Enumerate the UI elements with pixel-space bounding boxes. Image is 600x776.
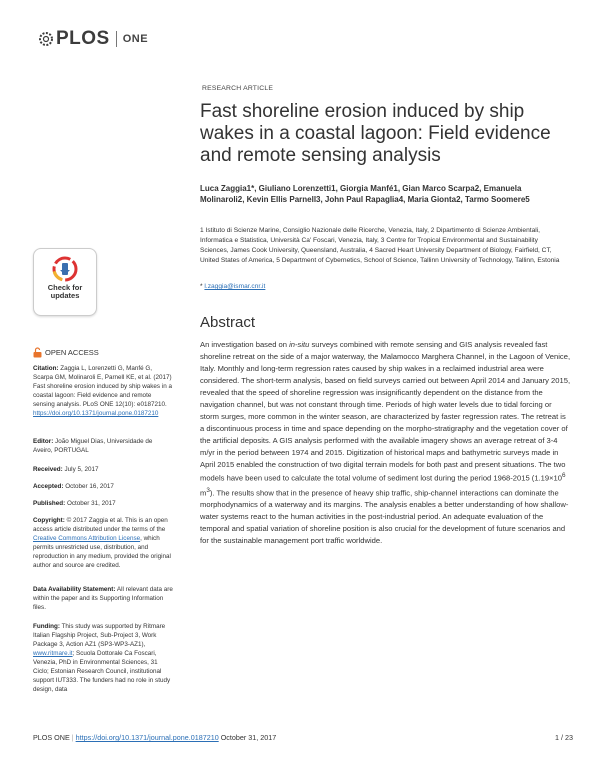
logo-text: PLOS bbox=[56, 28, 110, 49]
abstract-part3: m bbox=[200, 488, 207, 498]
crossmark-icon bbox=[52, 256, 78, 282]
journal-name: ONE bbox=[122, 33, 149, 45]
footer-journal: PLOS ONE bbox=[33, 733, 70, 742]
funding-pre: This study was supported by Ritmare Italian Flagship Project, Sub-Project 3, Work Package 3, Action AZ1 (SP3-WP3-AZ1), bbox=[33, 623, 166, 648]
funding-label: Funding: bbox=[33, 623, 60, 630]
abstract-part4: ). The results show that in the presence of heavy ship traffic, ship-channel interactions can dominate the morphodynamics of a waterway and its margins. The analysis enables a better understanding of how shallow-water systems react to the human activities in the post-industrial period. An adequate evaluation of the temporal and spatial variation of shoreline position is also crucial for the development of future scenarios and for the sustainable management port traffic worldwide. bbox=[200, 488, 569, 546]
copyright-post: , which permits unrestricted use, distribution, and reproduction in any medium, provided the original author and source are credited. bbox=[33, 535, 171, 569]
citation-text: Zaggia L, Lorenzetti G, Manfé G, Scarpa GM, Molinaroli E, Parnell KE, et al. (2017) Fast shoreline erosion induced by ship wakes in a coastal lagoon: Field evidence and remote sensing analysis. PLoS ONE 12(10): e0187210. bbox=[33, 365, 172, 408]
accepted-label: Accepted: bbox=[33, 483, 64, 490]
abstract-part2: surveys combined with remote sensing and GIS analysis revealed fast shoreline retreat on the side of a major waterway, the Malamocco Marghera Channel, in the Lagoon of Venice, Italy. Monthly and long-term regression rates caused by ship wakes in a reclaimed industrial area were considered. The short-term analysis, based on field surveys carried out between April 2014 and January 2015, revealed that the speed of shoreline regression was insignificantly dependent on the distance from the navigation channel, but was not constant through time. Periods of high water levels due to tidal forcing or storm surges, more common in the winter season, are characterized by faster regression rates. The retreat is a discontinuous process in time and space depending on the morpho-stratigraphy and the vegetation cover of the artificial deposits. A GIS analysis performed with the available imagery shows an average retreat of 3-4 m/yr in the period between 1974 and 2015. Digitization of historical maps and bathymetric surveys made in April 2015 enabled the construction of two digital terrain models for both past and present situations. The two models have been used to calculate the total volume of sediment lost during the period 1968-2015 (1.19×10 bbox=[200, 340, 571, 484]
page-footer bbox=[33, 733, 573, 742]
footer-page-number: 1 / 23 bbox=[555, 733, 573, 742]
copyright-label: Copyright: bbox=[33, 517, 65, 524]
editor-text: João Miguel Dias, Universidade de Aveiro, PORTUGAL bbox=[33, 438, 153, 454]
published-label: Published: bbox=[33, 500, 66, 507]
email-prefix: * bbox=[200, 283, 203, 290]
abstract-sup: 6 bbox=[562, 472, 566, 480]
published-block bbox=[33, 499, 173, 508]
article-title: Fast shoreline erosion induced by ship wakes in a coastal lagoon: Field evidence and remote sensing analysis bbox=[200, 101, 551, 166]
footer-doi-link[interactable]: https://doi.org/10.1371/journal.pone.0187210 bbox=[75, 733, 219, 742]
abstract-part1: An investigation based on bbox=[200, 340, 290, 349]
plos-dots-icon bbox=[36, 29, 56, 49]
article-type: RESEARCH ARTICLE bbox=[202, 85, 274, 92]
received-label: Received: bbox=[33, 466, 63, 473]
footer-date: October 31, 2017 bbox=[220, 733, 277, 742]
open-access-label bbox=[33, 347, 99, 358]
citation-label: Citation: bbox=[33, 365, 59, 372]
copyright-pre: © 2017 Zaggia et al. This is an open access article distributed under the terms of the bbox=[33, 517, 168, 533]
data-availability-label: Data Availability Statement: bbox=[33, 586, 116, 593]
cc-license-link[interactable]: Creative Commons Attribution License bbox=[33, 535, 141, 542]
funding-block bbox=[33, 622, 173, 694]
editor-label: Editor: bbox=[33, 438, 54, 445]
accepted-date: October 16, 2017 bbox=[65, 483, 114, 490]
abstract-heading: Abstract bbox=[200, 314, 256, 331]
check-line1: Check for bbox=[47, 283, 83, 292]
abstract-italic: in-situ bbox=[289, 340, 310, 349]
accepted-block bbox=[33, 482, 173, 491]
footer-sep-1: | bbox=[71, 733, 74, 742]
affiliations: 1 Istituto di Scienze Marine, Consiglio Nazionale delle Ricerche, Venezia, Italy, 2 Dipartimento di Scienze Ambientali, Informatica e Statistica, Università Ca' Foscari, Venezia, Italy, 3 Centre for Tropical Environmental and Sustainability Sciences, James Cook University, Queensland, Australia, 4 Sacred Heart University Department of Biology, Fairfield, CT, United States of America, 5 Department of Cybernetics, School of Science, Tallinn University of Technology, Tallinn, Estonia bbox=[200, 227, 560, 264]
check-for-updates-badge[interactable] bbox=[33, 248, 97, 316]
copyright-block bbox=[33, 516, 173, 570]
citation-doi-link[interactable]: https://doi.org/10.1371/journal.pone.0187210 bbox=[33, 410, 159, 417]
editor-block bbox=[33, 437, 173, 455]
ritmare-link[interactable]: www.ritmare.it bbox=[33, 650, 73, 657]
abstract-sup2: 3 bbox=[206, 486, 210, 494]
open-access-text: OPEN ACCESS bbox=[45, 348, 99, 357]
received-date: July 5, 2017 bbox=[64, 466, 99, 473]
received-block bbox=[33, 465, 173, 474]
footer-left bbox=[33, 733, 276, 742]
logo-divider bbox=[116, 31, 117, 47]
funding-post: ; Scuola Dottorale Ca Foscari, Venezia, PhD in Environmental Sciences, 31 Ciclo; Estonian Research Council, institutional support IUT333. The funders had no role in study design, data bbox=[33, 650, 171, 693]
author-list: Luca Zaggia1*, Giuliano Lorenzetti1, Giorgia Manfé1, Gian Marco Scarpa2, Emanuela Molinaroli2, Kevin Ellis Parnell3, John Paul Rapaglia4, Maria Gionta2, Tarmo Soomere5 bbox=[200, 184, 530, 204]
data-availability-block bbox=[33, 585, 173, 612]
email-link[interactable]: l.zaggia@ismar.cnr.it bbox=[204, 283, 266, 290]
correspondence bbox=[200, 283, 265, 290]
abstract-body bbox=[200, 339, 572, 547]
data-availability-text: All relevant data are within the paper and its Supporting Information files. bbox=[33, 586, 173, 611]
open-lock-icon bbox=[33, 347, 42, 358]
citation-block bbox=[33, 364, 173, 418]
check-line2: updates bbox=[50, 291, 80, 300]
published-date: October 31, 2017 bbox=[66, 500, 116, 507]
plos-logo[interactable] bbox=[36, 27, 148, 51]
